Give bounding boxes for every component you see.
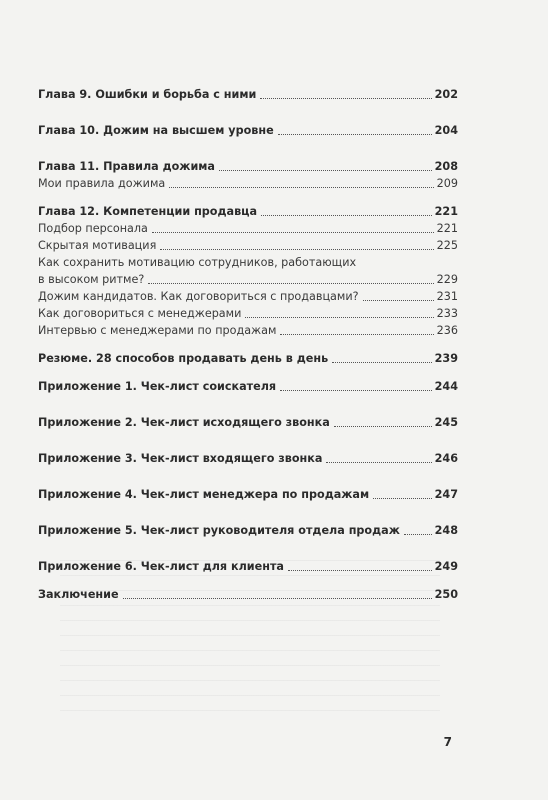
dot-leader (373, 498, 432, 499)
dot-leader (219, 170, 432, 171)
toc-entry-title: Приложение 2. Чек-лист исходящего звонка (38, 416, 330, 429)
toc-entry-section (38, 288, 458, 305)
toc-entry-page: 221 (434, 205, 458, 218)
toc-entry-chapter-10 (38, 122, 458, 139)
toc-entry-page: 247 (434, 488, 458, 501)
toc-entry-title: Дожим кандидатов. Как договориться с продавцами? (38, 290, 359, 303)
dot-leader (245, 317, 433, 318)
toc-entry-page: 204 (434, 124, 458, 137)
toc-entry-chapter-12 (38, 203, 458, 220)
toc-entry-appendix-5 (38, 522, 458, 539)
toc-entry-section (38, 237, 458, 254)
toc-entry-page: 209 (436, 177, 458, 190)
toc-entry-page: 231 (436, 290, 458, 303)
toc-entry-page: 250 (434, 588, 458, 601)
toc-entry-chapter-9 (38, 86, 458, 103)
toc-entry-title: Скрытая мотивация (38, 239, 157, 252)
toc-entry-title: Глава 11. Правила дожима (38, 160, 215, 173)
toc-entry-title: Интервью с менеджерами по продажам (38, 324, 277, 337)
dot-leader (332, 362, 431, 363)
toc-entry-appendix-3 (38, 450, 458, 467)
dot-leader (260, 98, 431, 99)
toc-entry-title: Как договориться с менеджерами (38, 307, 242, 320)
toc-entry-page: 246 (434, 452, 458, 465)
toc-entry-summary (38, 350, 458, 367)
toc-entry-page: 202 (434, 88, 458, 101)
toc-entry-title: Резюме. 28 способов продавать день в день (38, 352, 329, 365)
toc-entry-page: 245 (434, 416, 458, 429)
toc-entry-page: 248 (434, 524, 458, 537)
dot-leader (326, 462, 431, 463)
toc-entry-title: Приложение 5. Чек-лист руководителя отдела продаж (38, 524, 400, 537)
toc-entry-conclusion (38, 586, 458, 603)
toc-entry-section (38, 305, 458, 322)
dot-leader (334, 426, 432, 427)
dot-leader (280, 334, 433, 335)
toc-entry-appendix-2 (38, 414, 458, 431)
toc-entry-title: Приложение 4. Чек-лист менеджера по продажам (38, 488, 370, 501)
toc-entry-title: Глава 12. Компетенции продавца (38, 205, 257, 218)
toc-entry-section (38, 322, 458, 339)
toc-entry-chapter-11 (38, 158, 458, 175)
page-number: 7 (443, 735, 452, 749)
toc-entry-appendix-4 (38, 486, 458, 503)
dot-leader (278, 134, 432, 135)
dot-leader (280, 390, 432, 391)
toc-entry-section (38, 175, 458, 192)
toc-entry-section (38, 271, 458, 288)
toc-entry-appendix-1 (38, 378, 458, 395)
toc-entry-title-line1: Как сохранить мотивацию сотрудников, работающих (38, 256, 357, 269)
toc-entry-page: 229 (436, 273, 458, 286)
toc-entry-title-line2: в высоком ритме? (38, 273, 145, 286)
toc-entry-title: Приложение 1. Чек-лист соискателя (38, 380, 277, 393)
toc-entry-page: 221 (436, 222, 458, 235)
toc-entry-page: 244 (434, 380, 458, 393)
toc-entry-title: Приложение 6. Чек-лист для клиента (38, 560, 284, 573)
toc-entry-page: 236 (436, 324, 458, 337)
toc-entry-page: 249 (434, 560, 458, 573)
toc-entry-page: 225 (436, 239, 458, 252)
dot-leader (160, 249, 433, 250)
toc-entry-appendix-6 (38, 558, 458, 575)
toc-entry-section (38, 220, 458, 237)
dot-leader (123, 598, 432, 599)
toc-entry-title: Подбор персонала (38, 222, 148, 235)
dot-leader (288, 570, 432, 571)
dot-leader (152, 232, 434, 233)
dot-leader (363, 300, 434, 301)
toc-entry-title: Мои правила дожима (38, 177, 166, 190)
toc-entry-page: 239 (434, 352, 458, 365)
toc-entry-page: 233 (436, 307, 458, 320)
toc-entry-title: Заключение (38, 588, 119, 601)
dot-leader (169, 187, 433, 188)
dot-leader (148, 283, 433, 284)
toc-entry-title: Глава 9. Ошибки и борьба с ними (38, 88, 257, 101)
toc-entry-page: 208 (434, 160, 458, 173)
dot-leader (404, 534, 432, 535)
dot-leader (261, 215, 432, 216)
toc-entry-title: Глава 10. Дожим на высшем уровне (38, 124, 274, 137)
toc-entry-title: Приложение 3. Чек-лист входящего звонка (38, 452, 323, 465)
table-of-contents (38, 86, 458, 603)
